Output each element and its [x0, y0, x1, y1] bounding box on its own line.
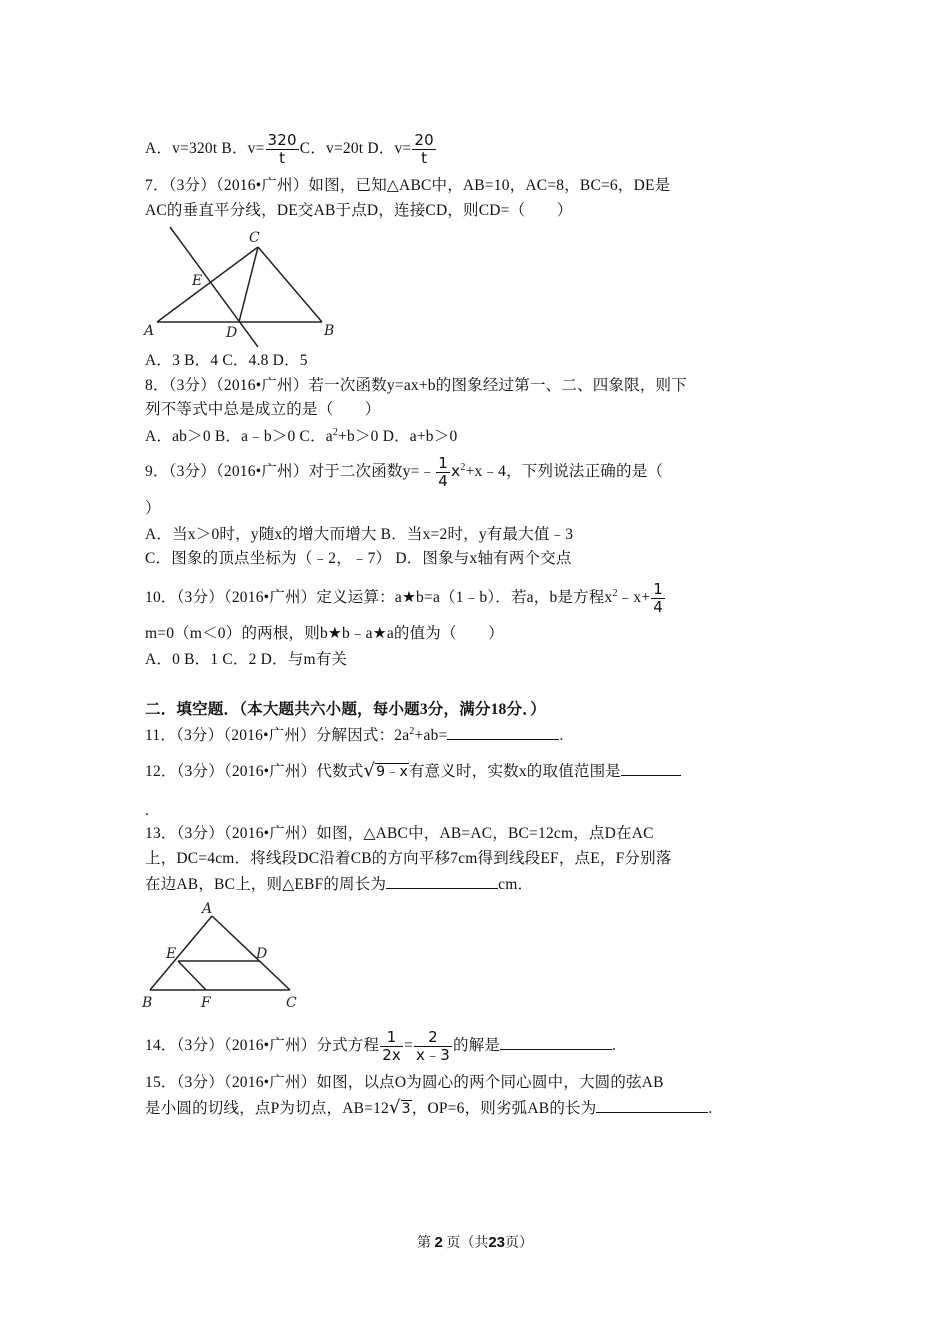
radical-sign: √ — [363, 760, 376, 781]
label-c: C — [249, 230, 260, 246]
segment-ac — [157, 247, 258, 322]
q8-line2: 列不等式中总是成立的是（ ） — [145, 401, 381, 418]
q15-line1: 15．（3分）（2016•广州）如图，以点O为圆心的两个同心圆中，大圆的弦AB — [145, 1074, 664, 1091]
q13-line3: 在边AB，BC上，则△EBF的周长为 cm． — [145, 876, 534, 893]
answer-blank[interactable] — [621, 761, 681, 776]
q13-figure — [140, 900, 310, 1015]
fraction: $\frac{1}{2x}$ — [382, 1027, 402, 1064]
label-c: C — [286, 995, 297, 1011]
q7-options: A．3 B．4 C．4.8 D．5 — [145, 352, 308, 369]
segment-ac — [212, 916, 290, 990]
fraction: $\frac{20}{t}$ — [414, 131, 434, 167]
q14: 14．（3分）（2016•广州）分式方程 $\frac{1}{2x}$ = $\frac{2}{x﹣3}$ 的解是 . — [145, 1027, 617, 1064]
q8-options: A．ab＞0 B．a﹣b＞0 C．$a^2+b>0$ D．a+b＞0 — [145, 426, 458, 445]
q7-line1: 7．（3分）（2016•广州）如图，已知△ABC中，AB=10，AC=8，BC=6，DE是 — [145, 177, 671, 194]
q15-line2: 是小圆的切线，点P为切点，AB=12√3，OP=6，则劣弧AB的长为 . — [145, 1097, 713, 1118]
label-b: B — [142, 995, 153, 1011]
answer-blank[interactable] — [447, 725, 559, 740]
label-e: E — [192, 273, 203, 289]
answer-blank[interactable] — [596, 1098, 708, 1113]
page-footer: 第 2 页（共23页） — [416, 1234, 534, 1251]
fraction: $\frac{320}{t}$ — [267, 131, 297, 167]
q7-line2: AC的垂直平分线，DE交AB于点D，连接CD，则CD=（ ） — [145, 202, 573, 219]
q9-options-2: C．图象的顶点坐标为（﹣2，﹣7） D．图象与x轴有两个交点 — [145, 550, 572, 567]
answer-blank[interactable] — [386, 874, 498, 889]
segment-ab — [150, 916, 212, 990]
label-b: B — [324, 323, 335, 339]
label-f: F — [201, 995, 211, 1011]
q13-line1: 13．（3分）（2016•广州）如图，△ABC中，AB=AC，BC=12cm，点D在AC — [145, 825, 654, 842]
q10-options: A．0 B．1 C．2 D．与m有关 — [145, 651, 348, 668]
q13-line2: 上，DC=4cm．将线段DC沿着CB的方向平移7cm得到线段EF，点E，F分别落 — [145, 850, 672, 867]
radical-sign: √ — [389, 1097, 401, 1118]
page-number: 2 — [434, 1234, 443, 1251]
label-d: D — [256, 946, 268, 962]
q10-line1: 10．（3分）（2016•广州）定义运算：a★b=a（1﹣b）．若a，b是方程$x^2﹣x+$ $\frac{1}{4}$ — [145, 579, 664, 616]
q10-line2: m=0（m＜0）的两根，则b★b﹣a★a的值为（ ） — [145, 625, 504, 642]
q8-line1: 8．（3分）（2016•广州）若一次函数y=ax+b的图象经过第一、二、四象限，则下 — [145, 377, 687, 394]
q9-options-1: A．当x＞0时，y随x的增大而增大 B．当x=2时，y有最大值﹣3 — [145, 526, 574, 543]
q12-line1: 12．（3分）（2016•广州）代数式√9﹣x有意义时，实数x的取值范围是 — [145, 761, 681, 782]
segment-bc — [258, 247, 322, 322]
q6-options: A．v=320t B．v= $\frac{320}{t}$ C．v=20t D．v= $\frac{20}{t}$ — [145, 131, 434, 167]
segment-ef — [178, 961, 206, 990]
q9-line2: ） — [145, 500, 161, 517]
q7-figure — [140, 225, 340, 350]
label-a: A — [202, 901, 213, 917]
label-a: A — [144, 323, 155, 339]
label-e: E — [166, 946, 177, 962]
label-d: D — [226, 325, 238, 341]
line-de — [170, 227, 258, 347]
fraction: $\frac{2}{x﹣3}$ — [415, 1027, 450, 1064]
q11: 11．（3分）（2016•广州）分解因式：$2a^2+ab=$ . — [145, 725, 564, 744]
q9-line1: 9．（3分）（2016•广州）对于二次函数y=﹣ $\frac{1}{4}$ $x^2+x﹣4$，下列说法正确的是（ — [145, 454, 664, 490]
q12-line2: . — [145, 802, 150, 819]
answer-blank[interactable] — [500, 1035, 612, 1050]
page-total: 23 — [488, 1234, 506, 1251]
fraction: $\frac{1}{4}$ — [438, 454, 448, 490]
fraction: $\frac{1}{4}$ — [653, 579, 664, 616]
section-title: 二．填空题．（本大题共六小题，每小题3分，满分18分．） — [145, 701, 546, 718]
